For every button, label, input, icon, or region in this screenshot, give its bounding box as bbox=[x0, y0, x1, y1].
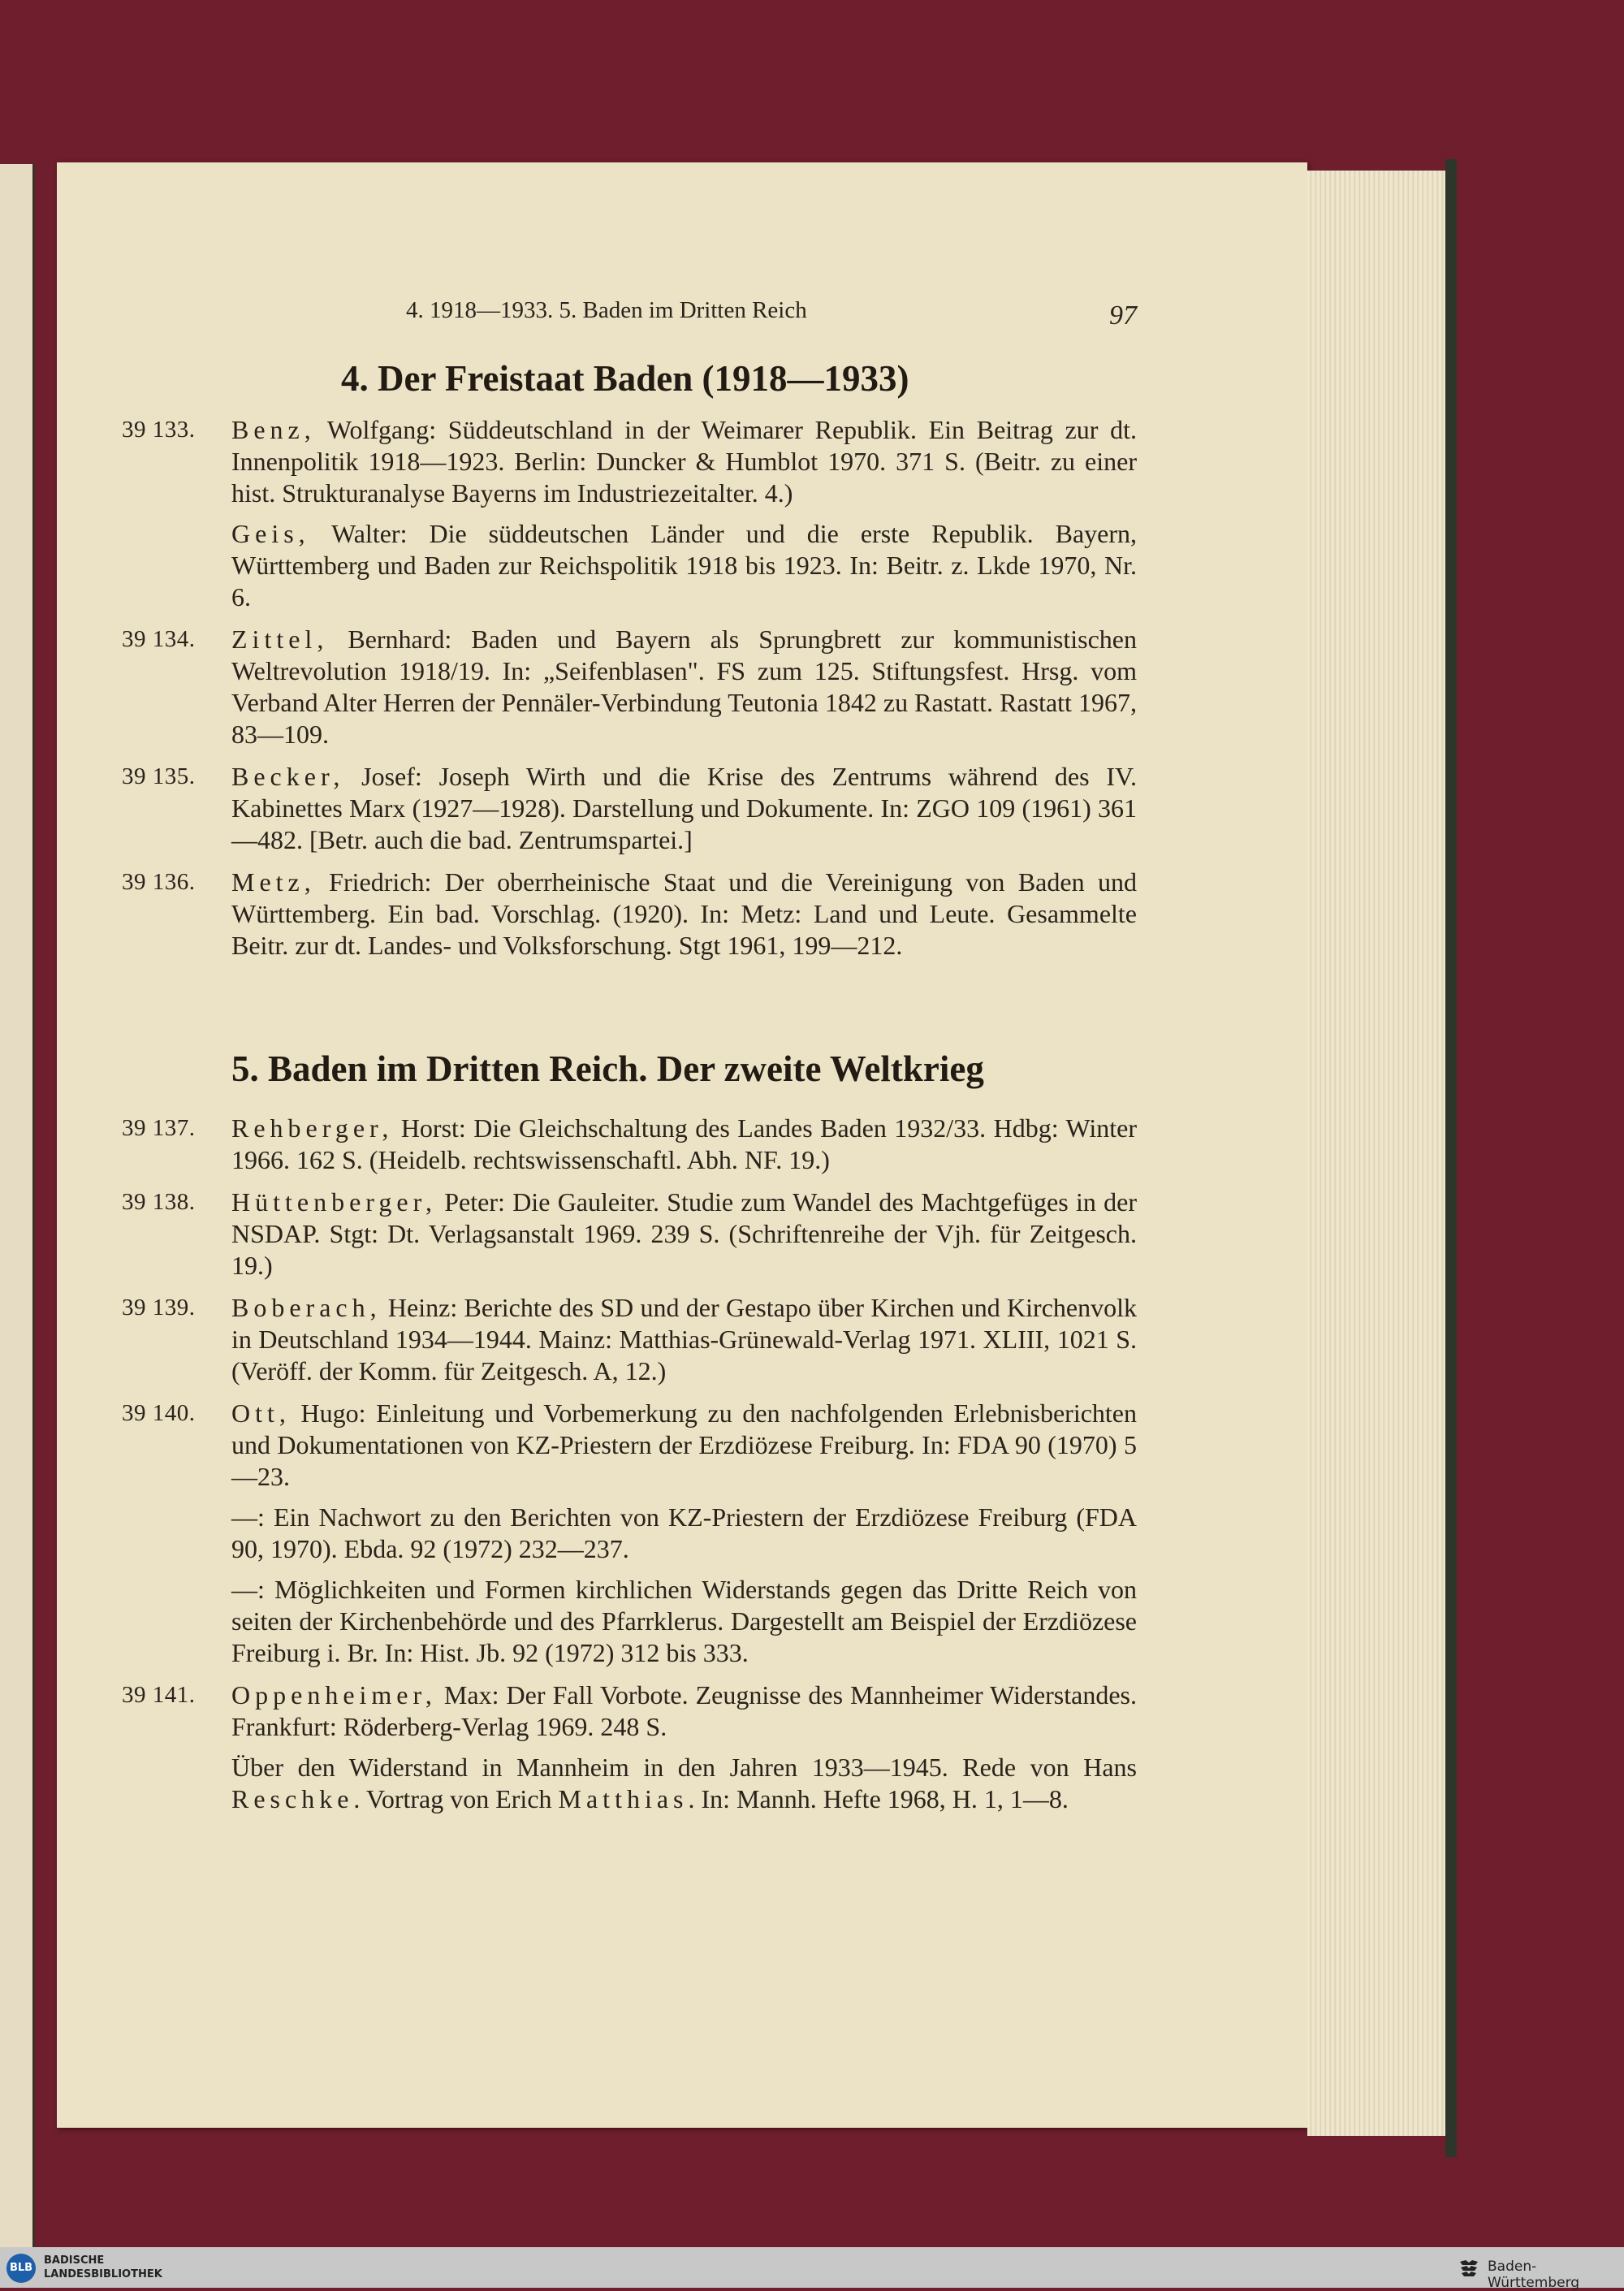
entry-author: Oppenheimer, bbox=[231, 1680, 437, 1710]
entry-text: Friedrich: Der oberrheinische Staat und die Vereinigung von Baden und Württemberg. Ein bad. Vorschlag. (1920). In: Metz: Land und Leute. Gesammelte Beitr. zur dt. Landes- und Volksforschung. Stgt 1961, 199—212. bbox=[231, 867, 1137, 960]
blb-logo[interactable]: BLB bbox=[6, 2254, 36, 2283]
entry-number: 39 133. bbox=[122, 417, 196, 443]
bibliography-entry bbox=[122, 1574, 1137, 1669]
entry-number: 39 138. bbox=[122, 1189, 196, 1215]
viewer-footer bbox=[0, 2247, 1624, 2291]
entries-section-2 bbox=[122, 1113, 1137, 1826]
bibliography-entry bbox=[122, 761, 1137, 856]
entry-text: Heinz: Berichte des SD und der Gestapo über Kirchen und Kirchenvolk in Deutschland 1934—1944. Mainz: Matthias-Grünewald-Verlag 1971. XLIII, 1021 S. (Veröff. der Komm. für Zeitgesch. A, 12.) bbox=[231, 1293, 1137, 1385]
bibliography-entry bbox=[122, 1292, 1137, 1387]
section-heading-freistaat: 4. Der Freistaat Baden (1918—1933) bbox=[341, 358, 909, 399]
page-number: 97 bbox=[1109, 300, 1137, 331]
entry-author: Metz, bbox=[231, 867, 316, 897]
entry-author: Becker, bbox=[231, 762, 345, 791]
entry-number: 39 141. bbox=[122, 1682, 196, 1708]
bibliography-entry bbox=[122, 624, 1137, 750]
institution-line2: LANDESBIBLIOTHEK bbox=[44, 2268, 162, 2280]
entry-number: 39 134. bbox=[122, 626, 196, 652]
facing-page-edge bbox=[0, 164, 35, 2259]
entry-text: —: Ein Nachwort zu den Berichten von KZ-Priestern der Erzdiözese Freiburg (FDA 90, 1970). Ebda. 92 (1972) 232—237. bbox=[231, 1502, 1137, 1563]
entry-author: Hüttenberger, bbox=[231, 1187, 437, 1217]
entry-text: Über den Widerstand in Mannheim in den Jahren 1933—1945. Rede von Hans bbox=[231, 1753, 1137, 1782]
entry-number: 39 136. bbox=[122, 869, 196, 895]
entry-text: Peter: Die Gauleiter. Studie zum Wandel des Machtgefüges in der NSDAP. Stgt: Dt. Verlagsanstalt 1969. 239 S. (Schriftenreihe der Vjh. für Zeitgesch. 19.) bbox=[231, 1187, 1137, 1280]
book-cover-edge bbox=[1445, 159, 1457, 2157]
entry-author: Zittel, bbox=[231, 625, 329, 654]
bibliography-entry bbox=[122, 867, 1137, 962]
entry-text: Max: Der Fall Vorbote. Zeugnisse des Mannheimer Widerstandes. Frankfurt: Röderberg-Verlag 1969. 248 S. bbox=[231, 1680, 1137, 1741]
entries-section-1 bbox=[122, 414, 1137, 972]
bibliography-entry bbox=[122, 1502, 1137, 1565]
entry-person-name: Reschke bbox=[231, 1784, 354, 1813]
state-coat-of-arms-icon bbox=[1458, 2257, 1480, 2280]
bibliography-entry-last bbox=[122, 1752, 1137, 1815]
bibliography-entry bbox=[122, 518, 1137, 613]
bibliography-entry bbox=[122, 1679, 1137, 1743]
entry-author: Boberach, bbox=[231, 1293, 382, 1322]
entry-text: Bernhard: Baden und Bayern als Sprungbrett zur kommunistischen Weltrevolution 1918/19. In: „Seifenblasen". FS zum 125. Stiftungsfest. Hrsg. vom Verband Alter Herren der Pennäler-Verbindung Teutonia 1842 zu Rastatt. Rastatt 1967, 83—109. bbox=[231, 625, 1137, 749]
entry-text: Josef: Joseph Wirth und die Krise des Zentrums während des IV. Kabinettes Marx (1927—1928). Darstellung und Dokumente. In: ZGO 109 (1961) 361—482. [Betr. auch die bad. Zentrumspartei.] bbox=[231, 762, 1137, 854]
entry-text: Walter: Die süddeutschen Länder und die erste Republik. Bayern, Württemberg und Baden zur Reichspolitik 1918 bis 1923. In: Beitr. z. Lkde 1970, Nr. 6. bbox=[231, 519, 1137, 612]
entry-number: 39 137. bbox=[122, 1115, 196, 1141]
entry-number: 39 140. bbox=[122, 1400, 196, 1426]
entry-number: 39 135. bbox=[122, 763, 196, 789]
entry-author: Ott, bbox=[231, 1398, 291, 1428]
bibliography-entry bbox=[122, 1398, 1137, 1493]
entry-text: . Vortrag von Erich bbox=[353, 1784, 559, 1813]
entry-text: Wolfgang: Süddeutschland in der Weimarer Republik. Ein Beitrag zur dt. Innenpolitik 1918—1923. Berlin: Duncker & Humblot 1970. 371 S. (Beitr. zu einer hist. Strukturanalyse Bayerns im Industriezeitalter. 4.) bbox=[231, 415, 1137, 508]
partner-name[interactable]: Baden-Württemberg bbox=[1488, 2259, 1580, 2291]
entry-text: —: Möglichkeiten und Formen kirchlichen Widerstands gegen das Dritte Reich von seiten der Kirchenbehörde und des Pfarrklerus. Dargestellt am Beispiel der Erzdiözese Freiburg i. Br. In: Hist. Jb. 92 (1972) 312 bis 333. bbox=[231, 1575, 1137, 1667]
entry-text: . In: Mannh. Hefte 1968, H. 1, 1—8. bbox=[688, 1784, 1069, 1813]
entry-author: Geis, bbox=[231, 519, 310, 548]
entry-person-name: Matthias bbox=[558, 1784, 689, 1813]
entry-text: Horst: Die Gleichschaltung des Landes Baden 1932/33. Hdbg: Winter 1966. 162 S. (Heidelb. rechtswissenschaftl. Abh. NF. 19.) bbox=[231, 1113, 1137, 1174]
bibliography-entry bbox=[122, 1113, 1137, 1176]
entry-author: Rehberger, bbox=[231, 1113, 394, 1143]
running-title: 4. 1918—1933. 5. Baden im Dritten Reich bbox=[406, 297, 807, 323]
institution-line1: BADISCHE bbox=[44, 2254, 105, 2267]
running-head bbox=[284, 294, 1137, 330]
bibliography-entry bbox=[122, 414, 1137, 509]
section-heading-drittes-reich: 5. Baden im Dritten Reich. Der zweite Weltkrieg bbox=[231, 1048, 984, 1089]
page-block-edges bbox=[1307, 171, 1447, 2136]
bibliography-entry bbox=[122, 1187, 1137, 1282]
entry-author: Benz, bbox=[231, 415, 316, 444]
entry-text: Hugo: Einleitung und Vorbemerkung zu den nachfolgenden Erlebnisberichten und Dokumentationen von KZ-Priestern der Erzdiözese Freiburg. In: FDA 90 (1970) 5—23. bbox=[231, 1398, 1137, 1491]
entry-number: 39 139. bbox=[122, 1295, 196, 1321]
institution-name bbox=[44, 2254, 162, 2281]
